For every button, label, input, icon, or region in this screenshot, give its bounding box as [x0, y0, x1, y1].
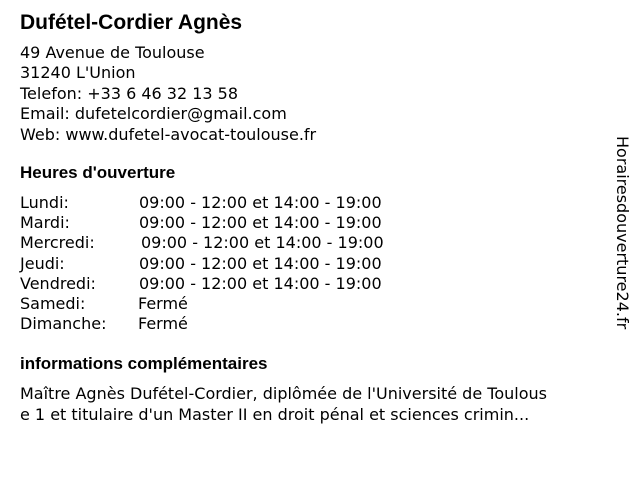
day-label: Samedi:	[20, 293, 86, 313]
day-label: Dimanche:	[20, 314, 107, 334]
day-hours: 09:00 - 12:00 et 14:00 - 19:00	[139, 273, 382, 293]
contact-block	[20, 43, 316, 145]
day-label: Mercredi:	[20, 233, 95, 253]
site-brand-vertical: Horairesdouverture24.fr	[613, 136, 632, 330]
address-city: 31240 L'Union	[20, 63, 136, 83]
additional-info-heading: informations complémentaires	[20, 354, 268, 373]
info-line-1: Maître Agnès Dufétel-Cordier, diplômée de l'Université de Toulous	[20, 384, 547, 403]
additional-info-text	[20, 384, 620, 425]
opening-hours-heading: Heures d'ouverture	[20, 163, 176, 182]
email-address: Email: dufetelcordier@gmail.com	[20, 104, 287, 124]
phone-number: Telefon: +33 6 46 32 13 58	[20, 83, 239, 103]
business-name: Dufétel-Cordier Agnès	[20, 11, 243, 34]
address-street: 49 Avenue de Toulouse	[20, 43, 205, 62]
day-label: Mardi:	[20, 213, 70, 233]
day-hours: 09:00 - 12:00 et 14:00 - 19:00	[139, 253, 382, 273]
day-hours: Fermé	[138, 314, 188, 334]
day-label: Vendredi:	[20, 273, 96, 293]
day-hours: 09:00 - 12:00 et 14:00 - 19:00	[139, 213, 382, 233]
day-hours: 09:00 - 12:00 et 14:00 - 19:00	[139, 193, 382, 212]
day-hours: Fermé	[138, 293, 188, 313]
day-label: Jeudi:	[20, 253, 65, 273]
day-hours: 09:00 - 12:00 et 14:00 - 19:00	[141, 233, 384, 253]
day-label: Lundi:	[20, 193, 69, 212]
website-url: Web: www.dufetel-avocat-toulouse.fr	[20, 124, 317, 144]
info-line-2: e 1 et titulaire d'un Master II en droit pénal et sciences crimin...	[20, 404, 530, 424]
